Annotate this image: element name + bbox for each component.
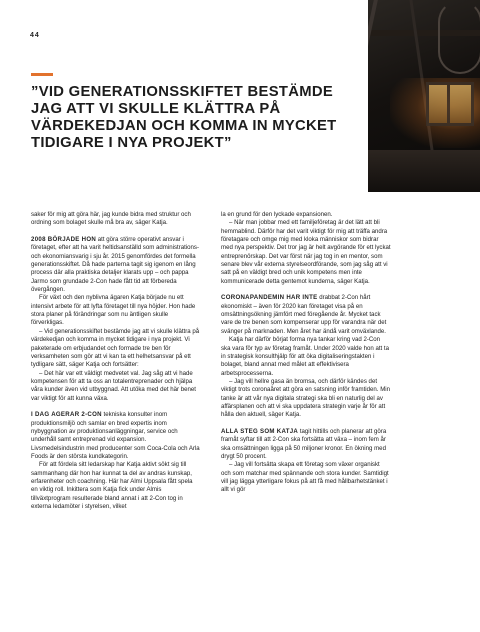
paragraph-text: la en grund för den lyckade expansionen.	[221, 211, 333, 218]
paragraph-text: För växt och den nyblivna ägaren Katja började nu ett intensivt arbete för att lyfta företaget till nya höjder. Hon hade stora planer på förändringar som nu äntligen skulle förverkligas.	[31, 294, 196, 327]
body-paragraph	[221, 219, 391, 286]
body-column-left	[31, 211, 201, 511]
body-paragraph	[221, 336, 391, 378]
paragraph-text: Katja har därför börjat forma nya tankar kring vad 2-Con ska vara för typ av företag framåt. Under 2020 valde hon att ta in strategisk konsulthjälp för att öka digitaliseringstakten i bolaget, bland annat med målet att effektivisera arbetsprocesserna.	[221, 336, 390, 377]
paragraph-text: saker för mig att göra här, jag kunde bidra med struktur och ordning som bolaget skulle må bra av, säger Katja.	[31, 211, 191, 227]
body-paragraph	[31, 294, 201, 327]
body-paragraph	[31, 411, 201, 461]
photo-window	[426, 82, 474, 126]
paragraph-text: – Vid generationsskiftet bestämde jag att vi skulle klättra på värdekedjan och komma in mycket tidigare i nya projekt. Vi paketerade om erbjudandet och formade tre ben för verksamheten som gör att vi kan ta ett helhetsansvar på ett tydligare sätt, säger Katja och fortsätter:	[31, 327, 200, 369]
paragraph-lead-in: ALLA STEG SOM KATJA	[221, 427, 299, 435]
body-paragraph	[31, 328, 201, 370]
paragraph-text: tekniska konsulter inom produktionsmiljö och samlar en bred expertis inom nybyggnation av produktionsanläggningar, service och underhåll samt entreprenad vid expansion. Livsmedelsindustrin med producenter som Coca-Cola och Arla Foods är den största kundkategorin.	[31, 411, 200, 460]
body-column-right	[221, 211, 391, 495]
paragraph-lead-in: CORONAPANDEMIN HAR INTE	[221, 294, 318, 302]
body-paragraph	[31, 370, 201, 403]
paragraph-text: – Det här var ett väldigt medvetet val. Jag såg att vi hade kompetensen för att ta oss an totalentreprenader och hjälpa våra kunder även vid utbyggnad. Att utöka med det här benet var viktigt för att kunna växa.	[31, 369, 196, 402]
photo-wire	[438, 0, 480, 74]
body-paragraph	[31, 236, 201, 294]
body-paragraph	[31, 211, 201, 228]
paragraph-text: tagit hittills och planerar att göra framåt syftar till att 2-Con ska fortsätta att växa – inom fem år ska omsättningen ligga på 50 miljoner kronor. En ökning med drygt 50 procent.	[221, 427, 387, 460]
paragraph-text: drabbat 2-Con hårt ekonomiskt – även för 2020 kan företaget visa på en omsättningsökning jämfört med föregående år. Mycket tack vare de tre benen som kompenserar upp för varandra när det svänger på marknaden. Men året har ändå varit omväxlande.	[221, 294, 387, 335]
paragraph-text: – Jag vill fortsätta skapa ett företag som växer organiskt och som matchar med spännande och stora kunder. Samtidigt vill jag lägga ytterligare fokus på att få med hållbarhetstänket i allt vi gör	[221, 461, 389, 494]
paragraph-text: – Jag vill hellre gasa än bromsa, och därför kändes det viktigt trots coronaåret att göra en satsning inför framtiden. Min tanke är att vår nya digitala strategi ska bli en naturlig del av affärsplanen och att vi ska uppdatera strategin varje år för att hålla den aktuell, säger Katja.	[221, 377, 391, 419]
body-paragraph	[221, 294, 391, 336]
paragraph-lead-in: 2008 BÖRJADE HON	[31, 236, 97, 244]
photo-bench	[368, 150, 480, 192]
pull-quote-headline: ”VID GENERATIONSSKIFTET BESTÄMDE JAG ATT VI SKULLE KLÄTTRA PÅ VÄRDEKEDJAN OCH KOMMA IN MYCKET TIDIGARE I NYA PROJEKT”	[31, 84, 337, 151]
workshop-photo	[368, 0, 480, 192]
paragraph-lead-in: I DAG AGERAR 2-CON	[31, 411, 102, 419]
body-paragraph	[221, 428, 391, 461]
paragraph-text: att göra större operativt ansvar i företaget, efter att ha varit heltidsanställd som administrations- och ekonomiansvarig i sju år. 2015 genomfördes det formella generationsskiftet. Då hade parterna tagit sig igenom en lång process där alla praktiska detaljer klarats upp – och pappa Jarmo som grundade 2-Con hade fått tid att förbereda övergången.	[31, 236, 199, 294]
paragraph-text: För att fördela sitt ledarskap har Katja aktivt sökt sig till sammanhang där hon har kunnat ta del av andras kunskap, erfarenheter och coachning. Här har Almi Uppsala fått spela en viktig roll. Inkittera som Katja fick under Almis tillväxtprogram resulterade bland annat i att 2-Con tog in externa ledamöter i styrelsen, vilket	[31, 461, 193, 511]
body-paragraph	[221, 378, 391, 420]
paragraph-text: – När man jobbar med ett familjeföretag är det lätt att bli hemmablind. Därför har det varit viktigt för mig att träffa andra företagare och omge mig med kloka människor som bidrar med nya perspektiv. Det tror jag är helt avgörande för ett lyckat entreprenörskap. Det var först när jag tog in en mentor, som senare blev vår externa styrelseordförande, som jag såg att vi satt på en väldigt bred och unik kompetens men inte kommunicerade detta gentemot kunderna, säger Katja.	[221, 219, 391, 285]
body-paragraph	[221, 461, 391, 494]
page-number: 44	[30, 32, 40, 39]
headline-accent-bar	[31, 73, 53, 76]
body-paragraph	[221, 211, 391, 219]
body-paragraph	[31, 461, 201, 511]
